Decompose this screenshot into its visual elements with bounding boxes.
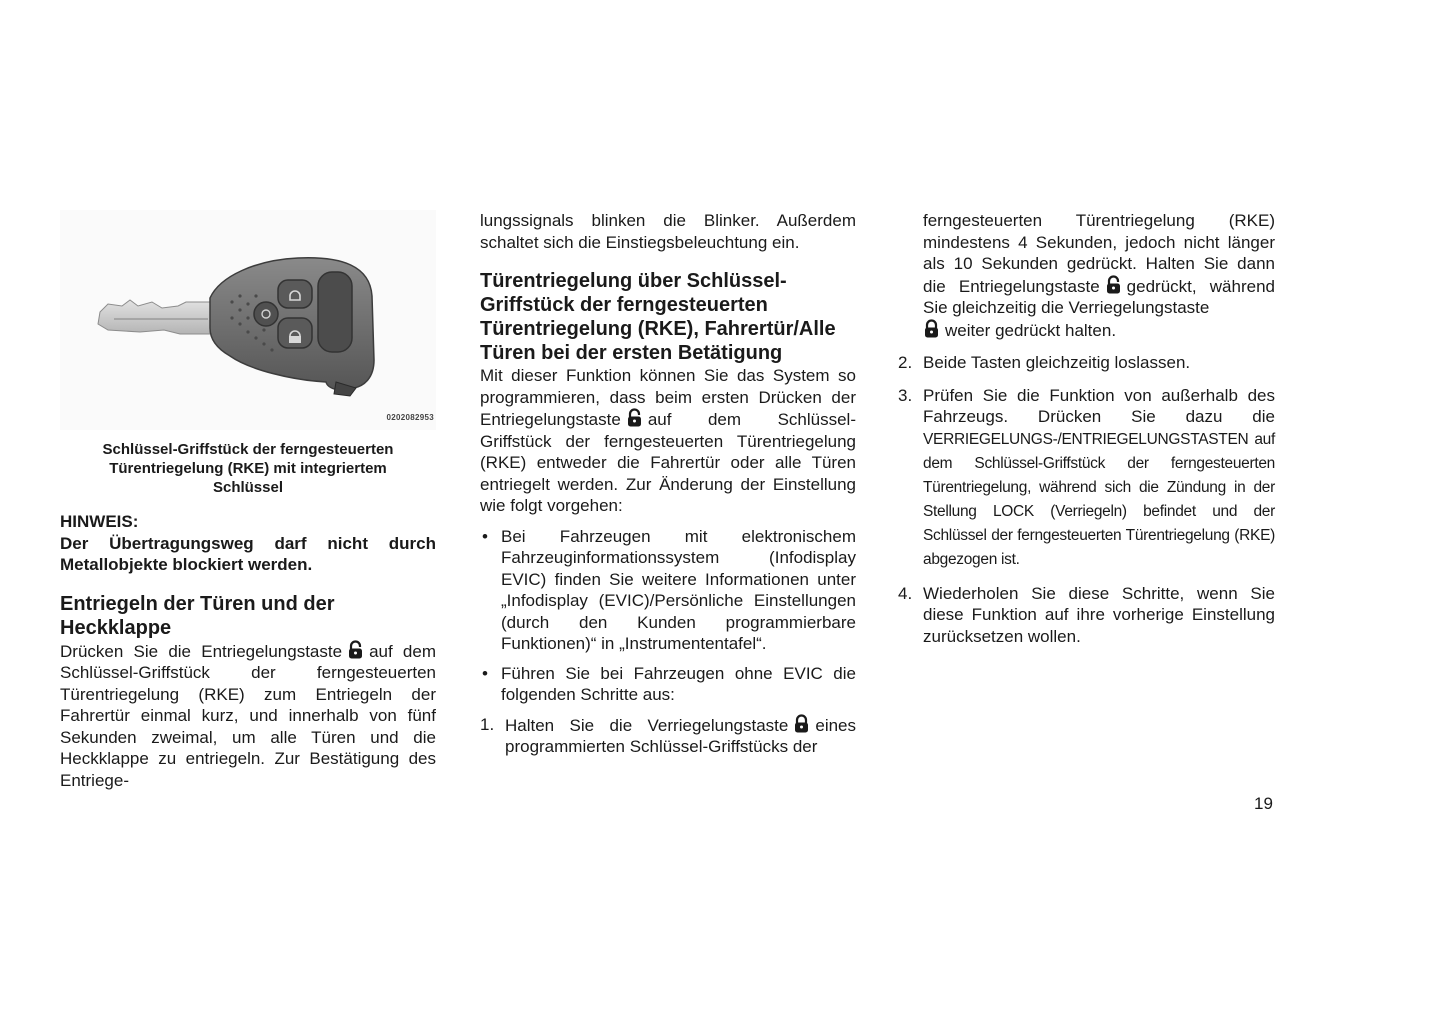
unlock-paragraph	[60, 640, 436, 792]
text-span: Drücken Sie die Entriegelungstaste	[60, 641, 343, 661]
column-left	[60, 210, 436, 791]
step-number: 4.	[898, 583, 913, 603]
unlock-icon	[626, 408, 643, 427]
column-right	[898, 210, 1275, 658]
unlock-icon	[1105, 275, 1122, 294]
fob-lock-button	[278, 318, 312, 348]
text-span: Prüfen Sie die Funktion von außerhalb des Fahrzeugs. Drücken Sie dazu die	[923, 385, 1275, 426]
lock-icon	[923, 319, 940, 338]
text-span-condensed: VERRIEGELUNGS-/ENTRIEGELUNGSTASTEN auf dem Schlüssel-Griffstück der ferngesteuerten Türentriegelung, während sich die Zündung in der Stellung LOCK (Verriegeln) befindet und der Schlüssel der ferngesteuerten Türentriegelung (RKE) abgezogen ist.	[923, 430, 1275, 568]
note-label: HINWEIS:	[60, 512, 139, 531]
figure-caption-line: Schlüssel-Griffstück der ferngesteuerten	[102, 441, 394, 458]
note-text: Der Übertragungsweg darf nicht durch Metallobjekte blockiert werden.	[60, 533, 436, 574]
programming-paragraph	[480, 365, 856, 517]
section-heading-rke-programming: Türentriegelung über Schlüssel-Griffstück der ferngesteuerten Türentriegelung (RKE), Fahrertür/Alle Türen bei der ersten Betätigung	[480, 270, 836, 364]
text-span: Halten Sie die Verriegelungstaste	[505, 715, 789, 735]
list-item	[898, 352, 1275, 374]
text-span: weiter gedrückt halten.	[945, 320, 1117, 340]
text-span: ferngesteuerten Türentriegelung (RKE) mindestens 4 Sekunden, jedoch nicht länger als 10 Sekunden gedrückt. Halten Sie dann die Entriegelungstaste	[923, 211, 1275, 296]
step-number: 1.	[480, 714, 495, 734]
section-heading-unlock-doors: Entriegeln der Türen und der Heckklappe	[60, 592, 335, 639]
key-fob-figure	[60, 210, 436, 430]
list-item: • Bei Fahrzeugen mit elektronischem Fahrzeuginformationssystem (Infodisplay EVIC) finden Sie weitere Informationen unter „Infodisplay (EVIC)/Persönliche Einstellungen (durch den Kunden programmierbare Funktionen)“ in „Instrumententafel“.	[480, 526, 856, 655]
fob-trunk-button	[318, 272, 352, 352]
list-item	[480, 714, 856, 758]
figure-caption	[60, 440, 436, 497]
continuation-paragraph: lungssignals blinken die Blinker. Außerdem schaltet sich die Einstiegsbeleuchtung ein.	[480, 211, 856, 252]
text-span: eines programmierten Schlüssel-Griffstücks der	[505, 715, 856, 756]
figure-caption-line: Türentriegelung (RKE) mit integriertem	[109, 460, 387, 477]
page-number: 19	[1254, 794, 1273, 813]
unlock-icon	[347, 640, 364, 659]
step-number: 2.	[898, 353, 913, 372]
text-span: gedrückt, während Sie gleichzeitig die Verriegelungstaste	[923, 276, 1275, 317]
step-list	[480, 714, 856, 758]
list-item: • Führen Sie bei Fahrzeugen ohne EVIC die folgenden Schritte aus:	[480, 663, 856, 706]
step-list	[898, 210, 1275, 647]
text-span: auf dem Schlüssel-Griffstück der ferngesteuerten Türentriegelung (RKE) entweder die Fahrertür oder alle Türen entriegelt werden. Zur Änderung der Einstellung wie folgt vorgehen:	[480, 410, 856, 515]
step-number: 3.	[898, 385, 913, 405]
text-span: Beide Tasten gleichzeitig loslassen.	[923, 353, 1191, 372]
list-item	[923, 210, 1275, 341]
fob-panic-button	[254, 302, 278, 326]
list-item	[898, 385, 1275, 572]
figure-caption-line: Schlüssel	[212, 479, 284, 496]
fob-unlock-button	[278, 280, 312, 308]
bullet-list	[480, 526, 856, 706]
key-blade	[98, 300, 210, 334]
text-span: Mit dieser Funktion können Sie das System so programmieren, dass beim ersten Drücken der Entriegelungstaste	[480, 366, 856, 429]
lock-icon	[793, 714, 810, 733]
text-span: auf dem Schlüssel-Griffstück der ferngesteuerten Türentriegelung (RKE) zum Entriegeln der Fahrertür einmal kurz, und innerhalb von fünf Sekunden zweimal, um alle Türen und die Heckklappe zu entriegeln. Zur Bestätigung des Entriege-	[60, 641, 436, 790]
column-middle	[480, 210, 856, 769]
list-item	[898, 583, 1275, 648]
key-fob-illustration	[60, 210, 436, 430]
text-span: Wiederholen Sie diese Schritte, wenn Sie diese Funktion auf ihre vorherige Einstellung zurücksetzen wollen.	[923, 583, 1275, 646]
figure-code: 0202082953	[386, 412, 434, 422]
